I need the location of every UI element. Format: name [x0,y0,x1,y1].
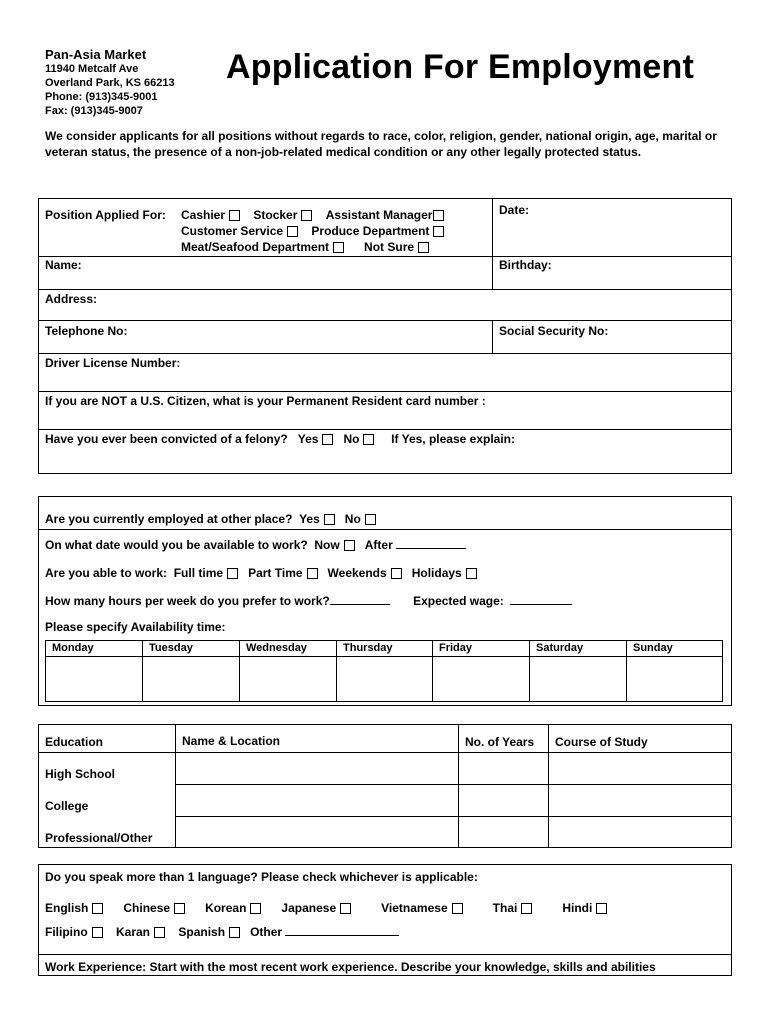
employed-no-label: No [344,512,361,526]
thai-checkbox[interactable] [521,903,532,914]
company-phone: Phone: (913)345-9001 [45,91,158,103]
resident-card-label: If you are NOT a U.S. Citizen, what is your Permanent Resident card number : [45,394,486,408]
korean-label: Korean [205,901,247,915]
cashier-label: Cashier [181,208,226,222]
education-header: Education [45,735,104,749]
produce-department-label: Produce Department [311,224,430,238]
available-row [45,538,466,552]
filipino-label: Filipino [45,925,88,939]
day-thursday: Thursday [343,642,393,654]
stocker-checkbox[interactable] [301,210,312,221]
felony-question: Have you ever been convicted of a felony? [45,432,288,446]
company-name: Pan-Asia Market [45,47,147,62]
english-label: English [45,901,89,915]
full-time-checkbox[interactable] [227,568,238,579]
employed-yes-label: Yes [299,512,320,526]
name-location-header: Name & Location [182,734,281,748]
position-row-2 [181,224,444,238]
able-row [45,566,477,580]
name-label: Name: [45,258,82,272]
filipino-checkbox[interactable] [92,927,103,938]
available-now-label: Now [314,538,340,552]
karan-checkbox[interactable] [154,927,165,938]
produce-department-checkbox[interactable] [433,226,444,237]
company-address-line1: 11940 Metcalf Ave [45,63,139,75]
day-saturday: Saturday [536,642,584,654]
day-wednesday: Wednesday [246,642,307,654]
thai-label: Thai [492,901,518,915]
korean-checkbox[interactable] [250,903,261,914]
work-experience-label: Work Experience: Start with the most recent work experience. Describe your knowledge, skills and abilities [45,960,656,974]
english-checkbox[interactable] [92,903,103,914]
availability-label: Please specify Availability time: [45,620,226,634]
day-friday: Friday [439,642,473,654]
expected-wage-field[interactable] [510,604,572,605]
course-header: Course of Study [555,735,648,749]
eeo-statement: We consider applicants for all positions without regards to race, color, religion, gender, national origin, age, marital or veteran status, the presence of a non-job-related medical condition or any other legally protected status. [45,129,717,159]
japanese-checkbox[interactable] [340,903,351,914]
position-applied-label: Position Applied For: [45,208,166,222]
telephone-label: Telephone No: [45,324,128,338]
felony-no-label: No [343,432,360,446]
hours-row [45,594,572,608]
employed-row [45,512,376,526]
not-sure-checkbox[interactable] [418,242,429,253]
form-title: Application For Employment [226,48,695,86]
professional-label: Professional/Other [45,831,153,845]
customer-service-label: Customer Service [181,224,284,238]
birthday-label: Birthday: [499,258,552,272]
felony-no-checkbox[interactable] [363,434,374,445]
company-info [45,48,175,118]
assistant-manager-label: Assistant Manager [325,208,433,222]
full-time-label: Full time [173,566,224,580]
hindi-label: Hindi [562,901,593,915]
assistant-manager-checkbox[interactable] [433,210,444,221]
holidays-checkbox[interactable] [466,568,477,579]
position-row-3 [181,240,429,254]
position-row-1 [181,208,444,222]
part-time-checkbox[interactable] [307,568,318,579]
able-question: Are you able to work: [45,566,168,580]
expected-wage-label: Expected wage: [413,594,504,608]
meat-seafood-label: Meat/Seafood Department [181,240,330,254]
cashier-checkbox[interactable] [229,210,240,221]
chinese-checkbox[interactable] [174,903,185,914]
vietnamese-checkbox[interactable] [452,903,463,914]
not-sure-label: Not Sure [364,240,415,254]
driver-license-label: Driver License Number: [45,356,181,370]
felony-yes-checkbox[interactable] [322,434,333,445]
available-after-label: After [364,538,393,552]
part-time-label: Part Time [248,566,303,580]
other-language-label: Other [250,925,283,939]
employed-yes-checkbox[interactable] [324,514,335,525]
address-label: Address: [45,292,98,306]
meat-seafood-checkbox[interactable] [333,242,344,253]
available-now-checkbox[interactable] [344,540,355,551]
karan-label: Karan [116,925,151,939]
date-label: Date: [499,203,530,217]
felony-explain-label: If Yes, please explain: [391,432,515,446]
company-address-line2: Overland Park, KS 66213 [45,77,175,89]
felony-yes-label: Yes [297,432,319,446]
employed-no-checkbox[interactable] [365,514,376,525]
company-fax: Fax: (913)345-9007 [45,105,143,117]
hours-question: How many hours per week do you prefer to work? [45,594,330,608]
employed-question: Are you currently employed at other place? [45,512,293,526]
available-after-field[interactable] [396,548,466,549]
years-header: No. of Years [465,735,535,749]
language-row-2 [45,925,399,939]
vietnamese-label: Vietnamese [381,901,448,915]
chinese-label: Chinese [123,901,171,915]
japanese-label: Japanese [281,901,337,915]
customer-service-checkbox[interactable] [287,226,298,237]
language-row-1 [45,901,607,915]
holidays-label: Holidays [411,566,462,580]
college-label: College [45,799,89,813]
hindi-checkbox[interactable] [596,903,607,914]
available-question: On what date would you be available to work? [45,538,308,552]
spanish-label: Spanish [178,925,226,939]
other-language-field[interactable] [285,935,399,936]
hours-field[interactable] [330,604,390,605]
day-sunday: Sunday [633,642,673,654]
spanish-checkbox[interactable] [229,927,240,938]
stocker-label: Stocker [253,208,298,222]
language-question: Do you speak more than 1 language? Please check whichever is applicable: [45,870,478,884]
day-tuesday: Tuesday [149,642,193,654]
day-monday: Monday [52,642,94,654]
weekends-checkbox[interactable] [391,568,402,579]
weekends-label: Weekends [327,566,387,580]
ssn-label: Social Security No: [499,324,609,338]
felony-row [45,432,515,446]
high-school-label: High School [45,767,115,781]
